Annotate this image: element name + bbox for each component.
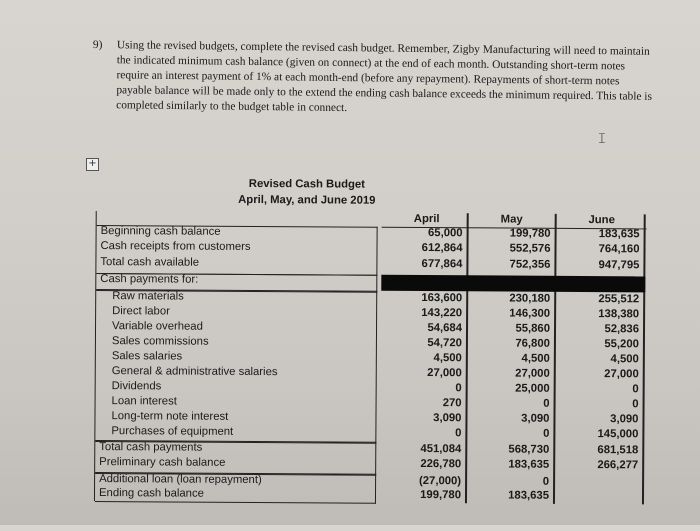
column-divider-may	[553, 214, 557, 504]
row-label: Additional loan (loan repayment)	[99, 473, 262, 486]
cell-june[interactable]: 3,090	[570, 413, 638, 425]
cell-april[interactable]: 54,684	[394, 322, 462, 334]
cell-may[interactable]: 568,730	[481, 443, 549, 455]
cell-april[interactable]: 65,000	[395, 227, 463, 239]
cell-june[interactable]: 681,518	[570, 444, 638, 456]
cell-june[interactable]: 0	[571, 383, 639, 395]
row-label: Sales salaries	[112, 350, 182, 362]
cell-may[interactable]: 0	[481, 475, 549, 487]
cell-june[interactable]: 764,160	[571, 243, 639, 255]
cell-june[interactable]: 4,500	[571, 353, 639, 365]
cell-june[interactable]: 255,512	[571, 293, 639, 305]
row-label: Long-term note interest	[111, 410, 228, 423]
row-label: Preliminary cash balance	[99, 456, 225, 469]
cell-may[interactable]: 4,500	[482, 352, 550, 364]
cell-april[interactable]: 612,864	[394, 242, 462, 254]
cell-may[interactable]: 552,576	[482, 242, 550, 254]
cell-may[interactable]: 27,000	[482, 367, 550, 379]
cell-june[interactable]: 0	[571, 398, 639, 410]
table-title: Revised Cash Budget	[182, 178, 432, 192]
cell-june[interactable]: 947,795	[571, 259, 639, 271]
row-label: Cash payments for:	[100, 273, 198, 286]
payments-header-band	[381, 275, 645, 293]
question-text: Using the revised budgets, complete the revised cash budget. Remember, Zigby Manufacturing will need to maintain the indicated minimum cash balance (given on connect) at the end of each month. Outstanding short-term notes require an interest payment of 1% at each month-end (before any repayment). Repayments of short-term notes payable balance will be made only to the extend the ending cash balance exceeds the minimum required. This table is completed similarly to the budget table in connect.	[116, 38, 655, 120]
cell-april[interactable]: 4,500	[394, 352, 462, 364]
cell-may[interactable]: 183,635	[481, 458, 549, 470]
cell-may[interactable]: 183,635	[481, 489, 549, 501]
question-prompt	[94, 38, 655, 120]
cell-april[interactable]: 677,864	[394, 258, 462, 270]
cell-may[interactable]: 230,180	[482, 292, 550, 304]
cell-may[interactable]: 0	[482, 397, 550, 409]
row-label: Purchases of equipment	[111, 425, 233, 438]
text-cursor-icon: 𝙸	[597, 131, 607, 147]
cell-april[interactable]: 0	[393, 427, 461, 439]
column-header-april: April	[402, 213, 452, 225]
row-label: Beginning cash balance	[101, 225, 221, 238]
row-label: Dividends	[112, 380, 162, 392]
cell-april[interactable]: 451,084	[393, 443, 461, 455]
cash-budget-sheet	[90, 168, 662, 531]
cell-may[interactable]: 199,780	[483, 227, 551, 239]
cell-may[interactable]: 752,356	[482, 258, 550, 270]
cell-june[interactable]: 55,200	[571, 338, 639, 350]
row-label: Cash receipts from customers	[100, 240, 250, 253]
column-header-june: June	[577, 214, 627, 226]
cell-april[interactable]: 54,720	[394, 337, 462, 349]
column-divider-june	[642, 214, 646, 504]
row-label: General & administrative salaries	[112, 365, 278, 378]
column-divider-april	[465, 213, 469, 503]
cell-april[interactable]: 0	[394, 382, 462, 394]
row-label: Variable overhead	[112, 320, 203, 333]
cell-april[interactable]: 163,600	[394, 292, 462, 304]
cell-june[interactable]: 145,000	[570, 428, 638, 440]
cell-may[interactable]: 76,800	[482, 337, 550, 349]
cell-april[interactable]: 199,780	[393, 489, 461, 501]
cell-april[interactable]: 27,000	[394, 367, 462, 379]
cell-june[interactable]: 183,635	[572, 228, 640, 240]
table-subtitle: April, May, and June 2019	[172, 193, 442, 207]
cell-may[interactable]: 55,860	[482, 322, 550, 334]
cell-june[interactable]: 27,000	[571, 368, 639, 380]
cell-june[interactable]: 52,836	[571, 323, 639, 335]
question-number: 9)	[93, 38, 103, 53]
cell-april[interactable]: (27,000)	[393, 475, 461, 487]
column-header-may: May	[487, 213, 537, 225]
table-rows	[97, 211, 645, 214]
row-label: Direct labor	[112, 305, 170, 317]
cell-june[interactable]: 138,380	[571, 308, 639, 320]
cell-april[interactable]: 270	[394, 397, 462, 409]
cell-april[interactable]: 226,780	[393, 458, 461, 470]
cell-april[interactable]: 3,090	[393, 412, 461, 424]
cell-may[interactable]: 3,090	[481, 412, 549, 424]
table-move-handle-icon[interactable]: +	[86, 158, 99, 171]
cash-budget-table	[94, 211, 645, 504]
row-label: Ending cash balance	[99, 487, 204, 500]
cell-april[interactable]: 143,220	[394, 307, 462, 319]
row-label: Loan interest	[112, 395, 177, 407]
cell-may[interactable]: 0	[481, 427, 549, 439]
row-label: Raw materials	[112, 290, 184, 302]
row-label: Total cash payments	[99, 441, 202, 454]
cell-june[interactable]: 266,277	[570, 459, 638, 471]
cell-may[interactable]: 25,000	[482, 382, 550, 394]
cell-may[interactable]: 146,300	[482, 307, 550, 319]
row-label: Sales commissions	[112, 335, 209, 348]
row-label: Total cash available	[100, 256, 199, 269]
